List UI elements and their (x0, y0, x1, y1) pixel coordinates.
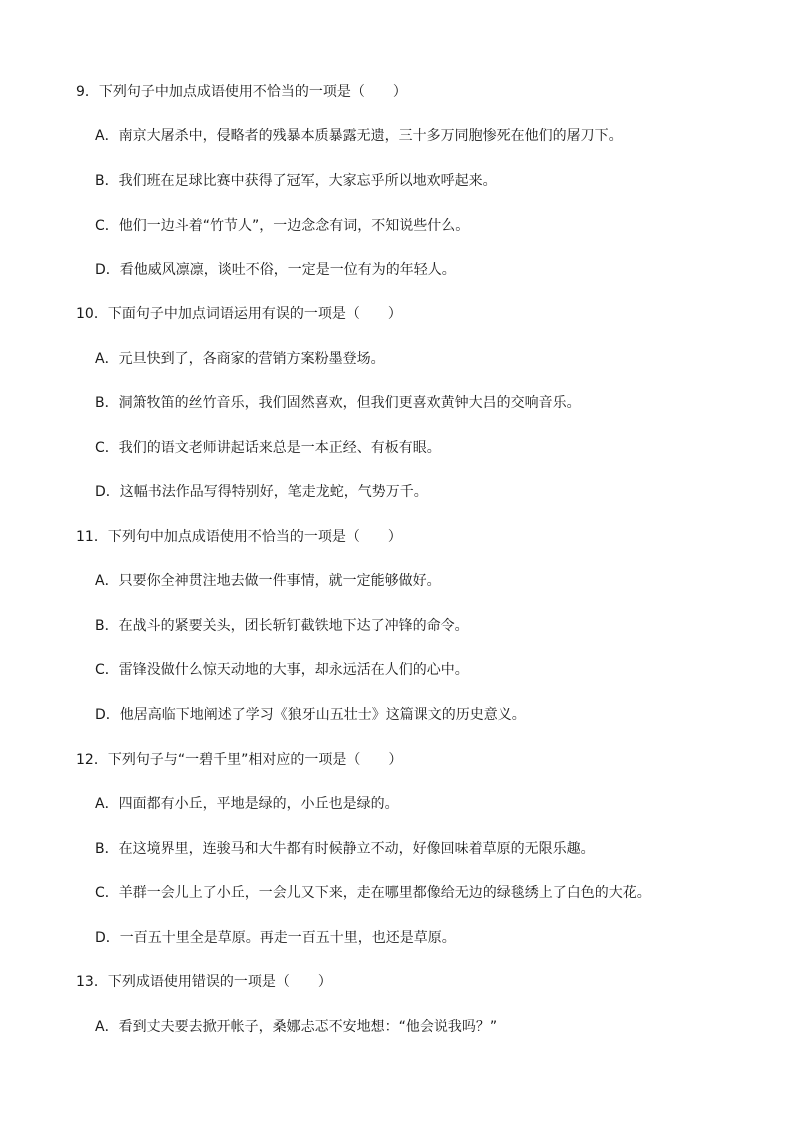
question-stem: 12．下列句子与“一碧千里”相对应的一项是（ ） (76, 752, 403, 768)
option-a: A．元旦快到了，各商家的营销方案粉墨登场。 (95, 351, 385, 367)
option-d: D．他居高临下地阐述了学习《狼牙山五壮士》这篇课文的历史意义。 (95, 707, 526, 723)
option-a: A．看到丈夫要去掀开帐子，桑娜忐忑不安地想：“他会说我吗？” (95, 1019, 498, 1035)
option-d: D．一百五十里全是草原。再走一百五十里，也还是草原。 (95, 930, 456, 946)
option-a: A．四面都有小丘，平地是绿的，小丘也是绿的。 (95, 796, 399, 812)
question-stem: 11．下列句中加点成语使用不恰当的一项是（ ） (76, 529, 402, 545)
option-c: C．羊群一会儿上了小丘，一会儿又下来，走在哪里都像给无边的绿毯绣上了白色的大花。 (95, 885, 651, 901)
option-b: B．在战斗的紧要关头，团长斩钉截铁地下达了冲锋的命令。 (95, 618, 469, 634)
option-c: C．雷锋没做什么惊天动地的大事，却永远活在人们的心中。 (95, 662, 469, 678)
option-c: C．他们一边斗着“竹节人”，一边念念有词，不知说些什么。 (95, 218, 470, 234)
option-b: B．洞箫牧笛的丝竹音乐，我们固然喜欢，但我们更喜欢黄钟大吕的交响音乐。 (95, 395, 581, 411)
question-stem: 9．下列句子中加点成语使用不恰当的一项是（ ） (76, 84, 407, 100)
option-b: B．在这境界里，连骏马和大牛都有时候静立不动，好像回味着草原的无限乐趣。 (95, 841, 595, 857)
option-c: C．我们的语文老师讲起话来总是一本正经、有板有眼。 (95, 440, 441, 456)
option-a: A．南京大屠杀中，侵略者的残暴本质暴露无遗，三十多万同胞惨死在他们的屠刀下。 (95, 128, 623, 144)
option-d: D．看他威风凛凛，谈吐不俗，一定是一位有为的年轻人。 (95, 262, 456, 278)
option-a: A．只要你全神贯注地去做一件事情，就一定能够做好。 (95, 573, 441, 589)
question-stem: 10．下面句子中加点词语运用有误的一项是（ ） (76, 306, 402, 322)
question-stem: 13．下列成语使用错误的一项是（ ） (76, 974, 332, 990)
option-b: B．我们班在足球比赛中获得了冠军，大家忘乎所以地欢呼起来。 (95, 173, 497, 189)
option-d: D．这幅书法作品写得特别好，笔走龙蛇，气势万千。 (95, 484, 428, 500)
